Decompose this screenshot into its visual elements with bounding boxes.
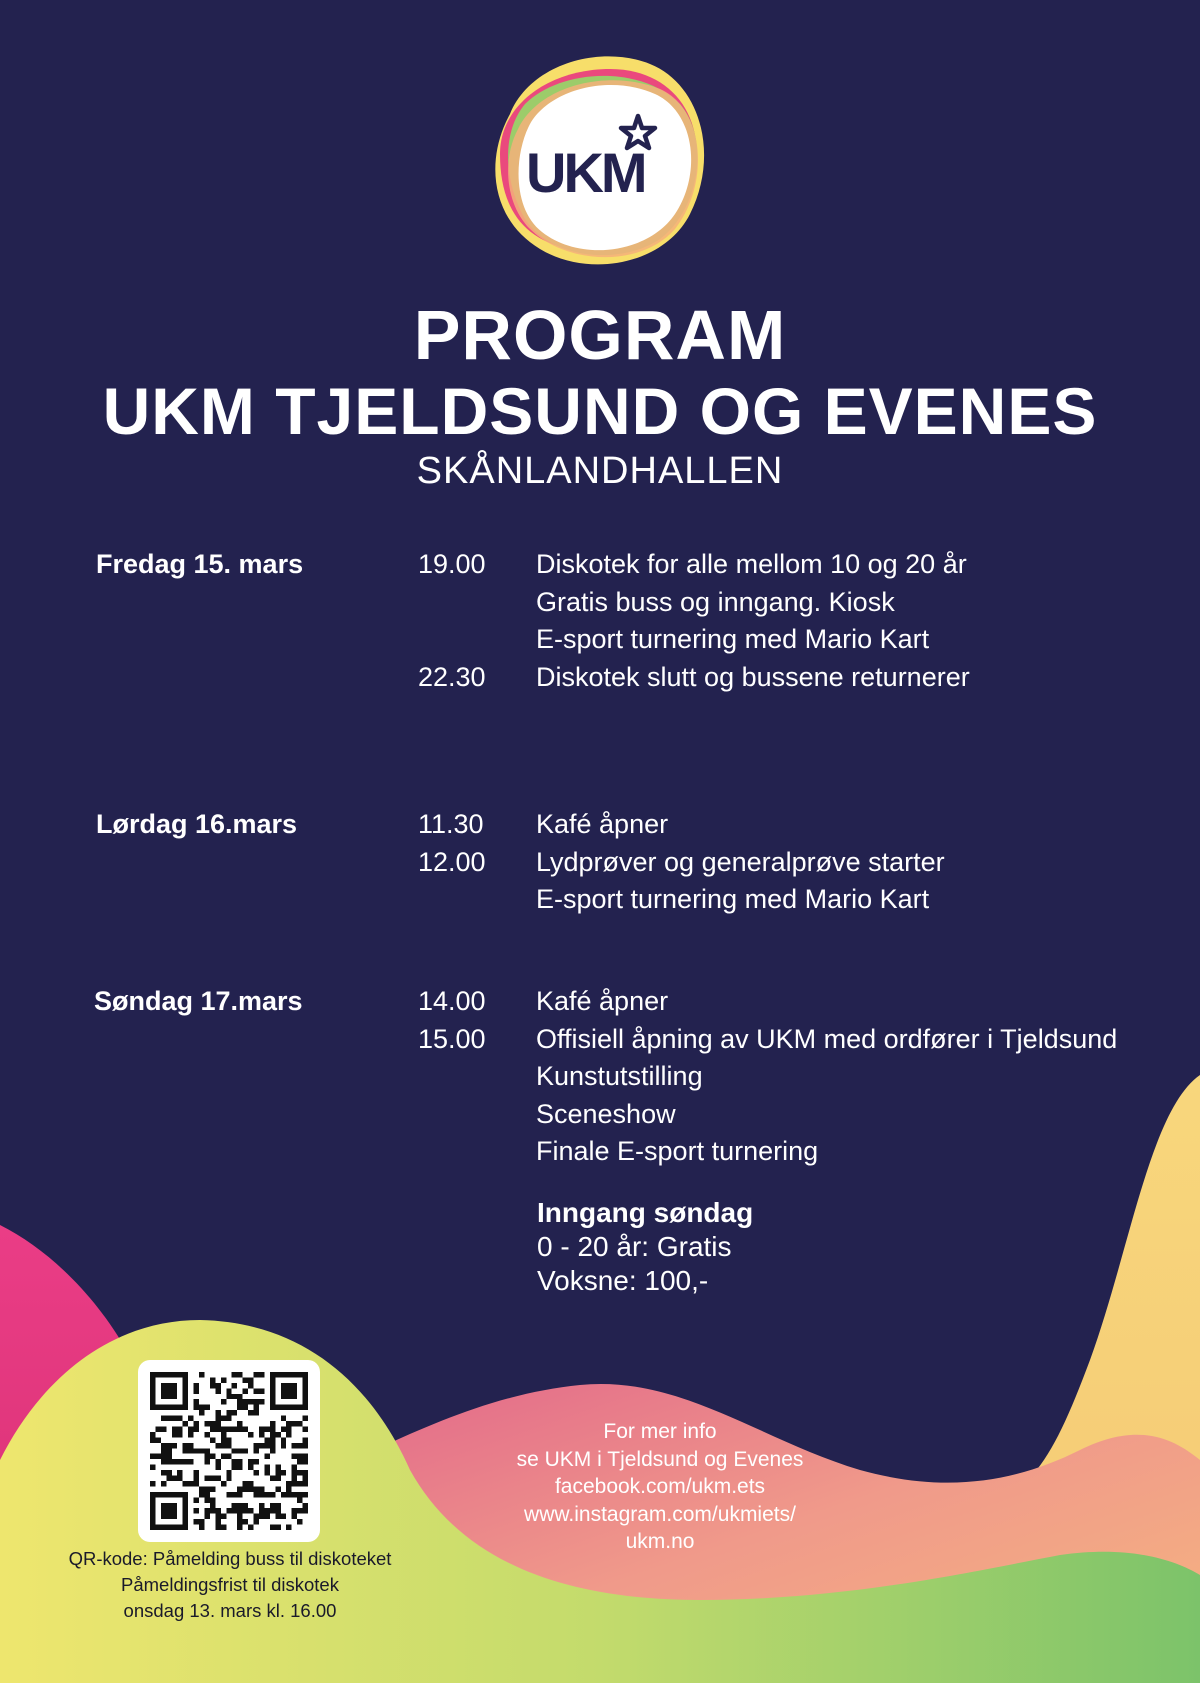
schedule-row <box>418 584 970 622</box>
schedule-row <box>418 1021 1117 1059</box>
schedule-row <box>418 659 970 697</box>
time <box>418 1133 536 1171</box>
time: 11.30 <box>418 809 484 839</box>
activity: E-sport turnering med Mario Kart <box>536 884 930 914</box>
time: 15.00 <box>418 1023 486 1054</box>
activity: Gratis buss og inngang. Kiosk <box>536 586 895 617</box>
title-event-name: UKM TJELDSUND OG EVENES <box>102 374 1098 448</box>
qr-caption-line: onsdag 13. mars kl. 16.00 <box>123 1600 337 1621</box>
time <box>418 1096 536 1134</box>
activity: Sceneshow <box>536 1098 676 1129</box>
instagram-link[interactable]: www.instagram.com/ukmiets/ <box>524 1502 796 1526</box>
activity: Kafé åpner <box>536 986 669 1016</box>
qr-code[interactable] <box>138 1360 320 1542</box>
title-block <box>0 298 1200 494</box>
schedule-row <box>418 881 945 919</box>
activity: E-sport turnering med Mario Kart <box>536 624 930 654</box>
time <box>418 621 536 659</box>
activity: Offisiell åpning av UKM med ordfører i Tjeldsund <box>536 1023 1118 1054</box>
entrance-title: Inngang søndag <box>537 1197 754 1228</box>
activity: Finale E-sport turnering <box>536 1136 819 1166</box>
activity: Diskotek slutt og bussene returnerer <box>536 661 970 692</box>
schedule-row <box>418 983 1117 1021</box>
activity: Kafé åpner <box>536 809 669 839</box>
ukm-logo <box>470 44 720 274</box>
time: 14.00 <box>418 986 486 1016</box>
time <box>418 1058 536 1096</box>
schedule-row <box>418 1133 1117 1171</box>
qr-code-icon <box>150 1372 308 1530</box>
schedule-row <box>418 1058 1117 1096</box>
day-label: Fredag 15. mars <box>96 549 304 579</box>
info-text: se UKM i Tjeldsund og Evenes <box>516 1447 804 1471</box>
more-info <box>440 1418 880 1556</box>
qr-caption-line: QR-kode: Påmelding buss til diskoteket <box>68 1548 392 1569</box>
time: 12.00 <box>418 846 486 877</box>
day-label: Søndag 17.mars <box>94 986 303 1016</box>
time <box>418 584 536 622</box>
title-venue: SKÅNLANDHALLEN <box>416 450 784 492</box>
qr-caption-line: Påmeldingsfrist til diskotek <box>121 1574 339 1595</box>
schedule-row <box>418 844 945 882</box>
time <box>418 881 536 919</box>
schedule-row <box>418 806 945 844</box>
logo-text: UKM <box>526 141 645 204</box>
time: 19.00 <box>418 549 486 579</box>
title-program: PROGRAM <box>413 296 787 374</box>
entrance-price-adult: Voksne: 100,- <box>537 1265 709 1296</box>
qr-caption <box>40 1546 420 1624</box>
website-link[interactable]: ukm.no <box>625 1530 695 1553</box>
activity: Diskotek for alle mellom 10 og 20 år <box>536 549 967 579</box>
activity: Lydprøver og generalprøve starter <box>536 846 945 877</box>
info-heading: For mer info <box>603 1420 717 1443</box>
schedule-row <box>418 1096 1117 1134</box>
schedule-row <box>418 546 970 584</box>
schedule-row <box>418 621 970 659</box>
facebook-link[interactable]: facebook.com/ukm.ets <box>554 1475 766 1498</box>
activity: Kunstutstilling <box>536 1061 703 1091</box>
entrance-price-youth: 0 - 20 år: Gratis <box>537 1231 732 1262</box>
entrance-info <box>537 1196 753 1298</box>
day-label: Lørdag 16.mars <box>96 809 298 839</box>
time: 22.30 <box>418 661 486 692</box>
